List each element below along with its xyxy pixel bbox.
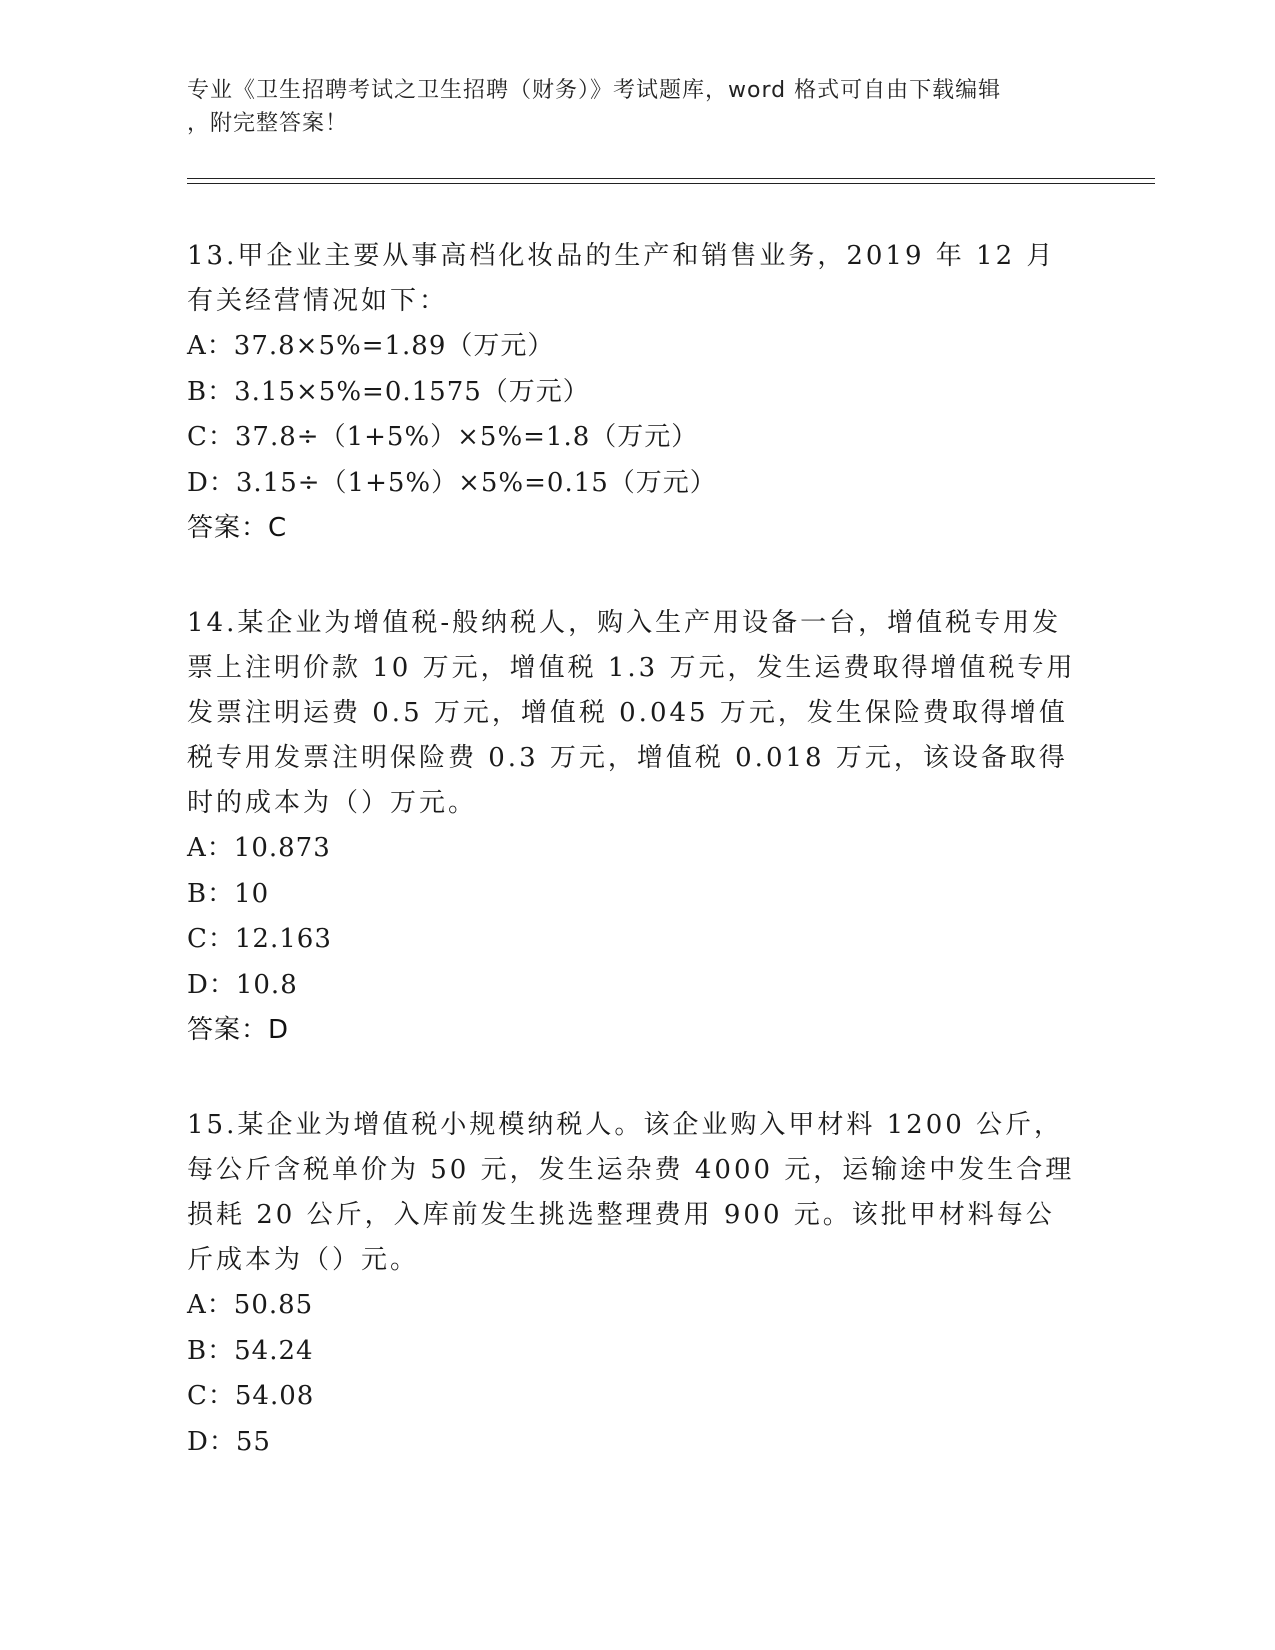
answer-line: 答案：D	[187, 1015, 290, 1045]
option-b: B：3.15×5%=0.1575（万元）	[187, 376, 590, 407]
question-14	[187, 601, 1077, 1053]
question-15	[187, 1103, 1077, 1465]
answer-line: 答案：C	[187, 513, 288, 543]
question-text: 15.某企业为增值税小规模纳税人。该企业购入甲材料 1200 公斤，每公斤含税单价为 50 元，发生运杂费 4000 元，运输途中发生合理损耗 20 公斤，入库前发生挑选整理费用 900 元。该批甲材料每公斤成本为（）元。	[187, 1110, 1075, 1275]
option-list	[187, 1283, 1077, 1465]
option-a: A：10.873	[187, 833, 331, 863]
question-text: 14.某企业为增值税-般纳税人，购入生产用设备一台，增值税专用发票上注明价款 10 万元，增值税 1.3 万元，发生运费取得增值税专用发票注明运费 0.5 万元，增值税 0.045 万元，发生保险费取得增值税专用发票注明保险费 0.3 万元，增值税 0.018 万元，该设备取得时的成本为（）万元。	[187, 608, 1076, 818]
option-d: D：3.15÷（1+5%）×5%=0.15（万元）	[187, 467, 717, 498]
option-b: B：54.24	[187, 1335, 314, 1366]
question-13	[187, 234, 1077, 551]
option-c: C：12.163	[187, 924, 332, 954]
question-text: 13.甲企业主要从事高档化妆品的生产和销售业务，2019 年 12 月有关经营情况如下：	[187, 241, 1056, 316]
option-list	[187, 324, 1077, 506]
option-d: D：10.8	[187, 969, 298, 1000]
header-line-2: ，附完整答案！	[187, 111, 349, 136]
option-b: B：10	[187, 878, 270, 909]
option-a: A：50.85	[187, 1290, 314, 1320]
option-c: C：54.08	[187, 1381, 315, 1411]
header-line-1: 专业《卫生招聘考试之卫生招聘（财务）》考试题库，word 格式可自由下载编辑	[187, 78, 1002, 103]
option-a: A：37.8×5%=1.89（万元）	[187, 331, 555, 361]
header-divider-bottom	[187, 183, 1155, 184]
document-header	[187, 74, 1067, 140]
option-d: D：55	[187, 1426, 271, 1457]
option-c: C：37.8÷（1+5%）×5%=1.8（万元）	[187, 422, 699, 452]
option-list	[187, 826, 1077, 1008]
header-divider-top	[187, 178, 1155, 179]
question-list	[187, 234, 1077, 1515]
